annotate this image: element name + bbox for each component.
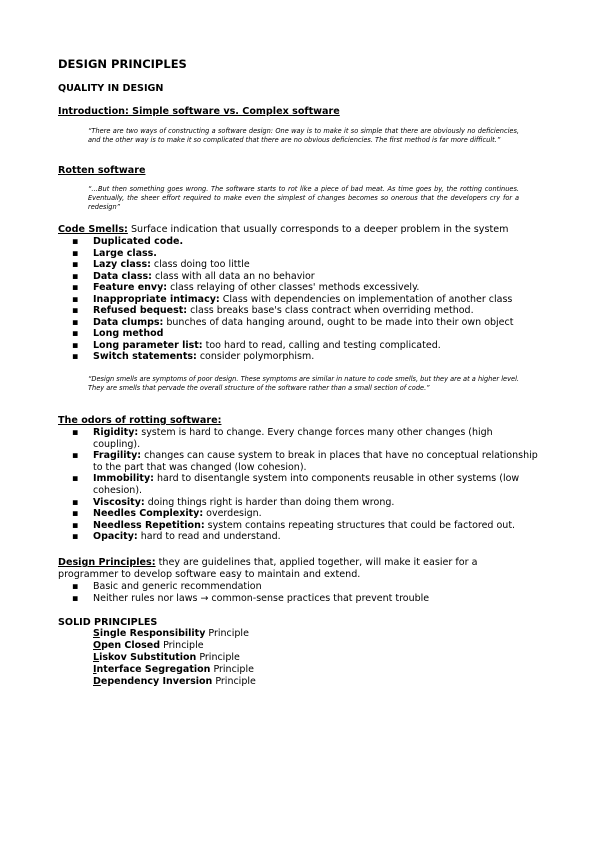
bullet-icon: ▪ bbox=[72, 592, 79, 604]
solid-item-s: Single Responsibility Principle bbox=[93, 628, 249, 639]
list-item: ▪ Neither rules nor laws → common-sense practices that prevent trouble bbox=[72, 592, 430, 604]
bullet-icon: ▪ bbox=[72, 247, 79, 259]
section-subtitle: QUALITY IN DESIGN bbox=[58, 83, 164, 94]
bullet-icon: ▪ bbox=[72, 508, 79, 520]
code-smells-list bbox=[72, 236, 542, 363]
odors-heading: The odors of rotting software: bbox=[58, 415, 222, 426]
list-item: ▪ Switch statements: consider polymorphism. bbox=[72, 351, 315, 362]
list-item: ▪ Duplicated code. bbox=[72, 236, 184, 247]
code-smells-heading: Code Smells: bbox=[58, 224, 128, 235]
list-item: ▪ Large class. bbox=[72, 247, 157, 259]
list-item: ▪ Data clumps: bunches of data hanging around, ought to be made into their own object bbox=[72, 316, 514, 328]
list-item: ▪ Refused bequest: class breaks base's class contract when overriding method. bbox=[72, 305, 474, 316]
intro-heading: Introduction: Simple software vs. Complex software bbox=[58, 106, 340, 117]
bullet-icon: ▪ bbox=[72, 316, 79, 328]
bullet-icon: ▪ bbox=[72, 473, 79, 485]
bullet-icon: ▪ bbox=[72, 293, 79, 305]
rotten-quote: “…But then something goes wrong. The software starts to rot like a piece of bad meat. As time goes by, the rotting continues. Eventually, the sheer effort required to make even the simplest of changes becomes so onerous that the developers cry for a redesign” bbox=[88, 185, 519, 211]
bullet-icon: ▪ bbox=[72, 236, 79, 247]
bullet-icon: ▪ bbox=[72, 581, 79, 592]
solid-heading: SOLID PRINCIPLES bbox=[58, 617, 158, 628]
list-item: ▪ Lazy class: class doing too little bbox=[72, 259, 250, 270]
code-smells-text: Surface indication that usually corresponds to a deeper problem in the system bbox=[127, 224, 509, 235]
solid-item-i: Interface Segregation Principle bbox=[93, 664, 254, 675]
solid-list bbox=[93, 628, 256, 688]
design-principles-heading: Design Principles: bbox=[58, 557, 156, 568]
design-principles-intro bbox=[58, 557, 520, 581]
rotten-heading: Rotten software bbox=[58, 165, 146, 176]
bullet-icon: ▪ bbox=[72, 339, 79, 351]
odors-list bbox=[72, 427, 542, 543]
bullet-icon: ▪ bbox=[72, 427, 79, 438]
bullet-icon: ▪ bbox=[72, 305, 79, 316]
solid-item-o: Open Closed Principle bbox=[93, 640, 204, 651]
bullet-icon: ▪ bbox=[72, 328, 79, 339]
bullet-icon: ▪ bbox=[72, 450, 79, 462]
list-item: ▪ Data class: class with all data an no behavior bbox=[72, 270, 315, 282]
list-item: ▪ Needles Complexity: overdesign. bbox=[72, 508, 262, 520]
list-item: ▪ Immobility: hard to disentangle system into components reusable in other systems (low cohesion). bbox=[72, 473, 520, 496]
bullet-icon: ▪ bbox=[72, 496, 79, 508]
design-principles-text: they are guidelines that, applied together, will make it easier for a programmer to develop software easy to maintain and extend. bbox=[58, 557, 478, 580]
bullet-icon: ▪ bbox=[72, 351, 79, 362]
bullet-icon: ▪ bbox=[72, 259, 79, 270]
list-item: ▪ Fragility: changes can cause system to break in places that have no conceptual relationship to the part that was changed (low cohesion). bbox=[72, 450, 538, 473]
list-item: ▪ Needless Repetition: system contains repeating structures that could be factored out. bbox=[72, 519, 516, 531]
list-item: ▪ Long method bbox=[72, 328, 164, 339]
list-item: ▪ Viscosity: doing things right is harder than doing them wrong. bbox=[72, 496, 395, 508]
intro-quote: “There are two ways of constructing a software design: One way is to make it so simple that there are obviously no deficiencies, and the other way is to make it so complicated that there are no obvious deficiencies. The first method is far more difficult.” bbox=[88, 127, 519, 144]
list-item: ▪ Basic and generic recommendation bbox=[72, 581, 262, 592]
bullet-icon: ▪ bbox=[72, 282, 79, 293]
list-item: ▪ Inappropriate intimacy: Class with dependencies on implementation of another class bbox=[72, 293, 513, 305]
bullet-icon: ▪ bbox=[72, 519, 79, 531]
bullet-icon: ▪ bbox=[72, 531, 79, 543]
bullet-icon: ▪ bbox=[72, 270, 79, 282]
list-item: ▪ Opacity: hard to read and understand. bbox=[72, 531, 281, 543]
design-smells-quote: “Design smells are symptoms of poor design. These symptoms are similar in nature to code smells, but they are at a higher level. They are smells that pervade the overall structure of the software rather than a small section of code.” bbox=[88, 375, 519, 392]
solid-item-d: Dependency Inversion Principle bbox=[93, 676, 256, 687]
list-item: ▪ Long parameter list: too hard to read, calling and testing complicated. bbox=[72, 339, 441, 351]
list-item: ▪ Rigidity: system is hard to change. Every change forces many other changes (high coupling). bbox=[72, 427, 493, 450]
design-principles-list bbox=[72, 581, 542, 605]
document-title: DESIGN PRINCIPLES bbox=[58, 57, 187, 71]
solid-item-l: Liskov Substitution Principle bbox=[93, 652, 240, 663]
code-smells-intro bbox=[58, 224, 538, 236]
list-item: ▪ Feature envy: class relaying of other classes' methods excessively. bbox=[72, 282, 420, 293]
